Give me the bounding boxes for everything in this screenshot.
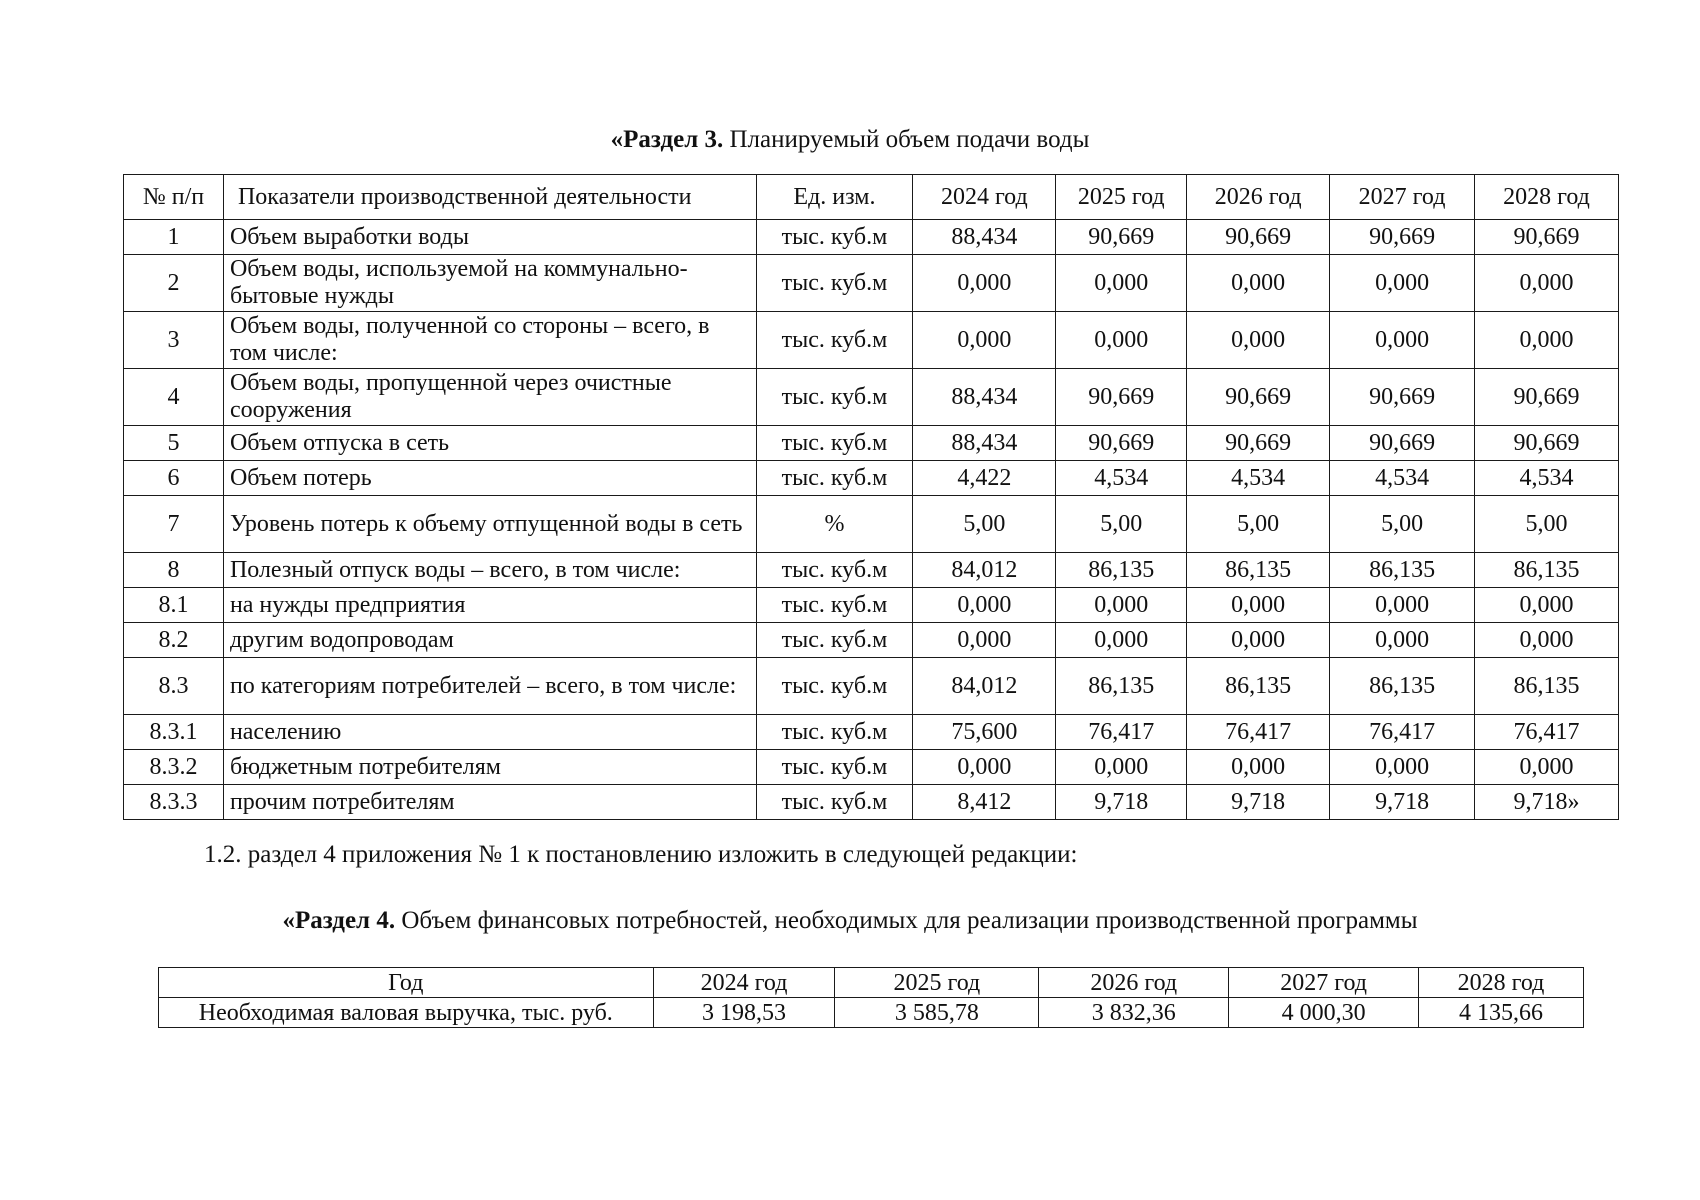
row-number: 8	[124, 553, 224, 588]
row-indicator: населению	[223, 715, 756, 750]
header-year-2028: 2028 год	[1475, 175, 1619, 220]
section-3-title	[0, 125, 1700, 155]
table-row	[124, 553, 1619, 588]
header-unit: Ед. изм.	[756, 175, 913, 220]
row-indicator: Объем отпуска в сеть	[223, 426, 756, 461]
table-row	[124, 588, 1619, 623]
row-value-2024: 5,00	[913, 496, 1056, 553]
table-row	[124, 369, 1619, 426]
row-value-2024: 8,412	[913, 785, 1056, 820]
row-number: 8.3.1	[124, 715, 224, 750]
value-2027: 4 000,30	[1229, 998, 1419, 1028]
table-row	[124, 750, 1619, 785]
table-header-row	[159, 968, 1584, 998]
row-value-2024: 75,600	[913, 715, 1056, 750]
table-row	[124, 785, 1619, 820]
row-value-2025: 90,669	[1056, 369, 1187, 426]
row-value-2024: 4,422	[913, 461, 1056, 496]
row-number: 8.1	[124, 588, 224, 623]
row-unit: тыс. куб.м	[756, 750, 913, 785]
amendment-paragraph: 1.2. раздел 4 приложения № 1 к постановлению изложить в следующей редакции:	[204, 841, 1078, 868]
row-value-2026: 90,669	[1187, 426, 1330, 461]
row-value-2027: 86,135	[1330, 658, 1475, 715]
row-value-2024: 84,012	[913, 553, 1056, 588]
table-row	[124, 220, 1619, 255]
water-supply-table	[123, 174, 1619, 820]
row-indicator: Объем воды, используемой на коммунально-бытовые нужды	[223, 255, 756, 312]
row-value-2025: 86,135	[1056, 658, 1187, 715]
row-number: 7	[124, 496, 224, 553]
row-unit: тыс. куб.м	[756, 426, 913, 461]
row-unit: тыс. куб.м	[756, 623, 913, 658]
row-value-2028: 86,135	[1475, 553, 1619, 588]
row-value-2026: 90,669	[1187, 369, 1330, 426]
row-value-2026: 5,00	[1187, 496, 1330, 553]
row-indicator: Объем воды, пропущенной через очистные сооружения	[223, 369, 756, 426]
row-value-2027: 5,00	[1330, 496, 1475, 553]
row-value-2025: 0,000	[1056, 255, 1187, 312]
row-value-2028: 9,718»	[1475, 785, 1619, 820]
row-unit: %	[756, 496, 913, 553]
table-row	[159, 998, 1584, 1028]
row-unit: тыс. куб.м	[756, 785, 913, 820]
row-value-2025: 0,000	[1056, 312, 1187, 369]
row-value-2026: 0,000	[1187, 623, 1330, 658]
table-row	[124, 426, 1619, 461]
row-value-2025: 0,000	[1056, 588, 1187, 623]
header-year-label: Год	[159, 968, 654, 998]
row-indicator: Уровень потерь к объему отпущенной воды в сеть	[223, 496, 756, 553]
row-value-2026: 0,000	[1187, 750, 1330, 785]
row-indicator: Объем воды, полученной со стороны – всего, в том числе:	[223, 312, 756, 369]
row-value-2024: 0,000	[913, 623, 1056, 658]
row-value-2026: 0,000	[1187, 255, 1330, 312]
row-indicator: по категориям потребителей – всего, в том числе:	[223, 658, 756, 715]
value-2026: 3 832,36	[1039, 998, 1229, 1028]
section-4-title-text: Объем финансовых потребностей, необходимых для реализации производственной программы	[395, 907, 1418, 934]
row-value-2025: 4,534	[1056, 461, 1187, 496]
header-year-2024: 2024 год	[653, 968, 835, 998]
row-value-2024: 88,434	[913, 220, 1056, 255]
table-row	[124, 255, 1619, 312]
row-value-2028: 4,534	[1475, 461, 1619, 496]
table-row	[124, 312, 1619, 369]
row-label: Необходимая валовая выручка, тыс. руб.	[159, 998, 654, 1028]
table-row	[124, 623, 1619, 658]
row-value-2024: 0,000	[913, 750, 1056, 785]
row-value-2027: 90,669	[1330, 369, 1475, 426]
value-2025: 3 585,78	[835, 998, 1039, 1028]
header-year-2025: 2025 год	[835, 968, 1039, 998]
row-value-2024: 84,012	[913, 658, 1056, 715]
row-value-2027: 0,000	[1330, 312, 1475, 369]
row-value-2026: 9,718	[1187, 785, 1330, 820]
row-value-2027: 90,669	[1330, 220, 1475, 255]
header-year-2028: 2028 год	[1419, 968, 1584, 998]
header-year-2024: 2024 год	[913, 175, 1056, 220]
row-indicator: Объем выработки воды	[223, 220, 756, 255]
row-number: 8.2	[124, 623, 224, 658]
row-number: 5	[124, 426, 224, 461]
row-value-2025: 0,000	[1056, 623, 1187, 658]
row-indicator: Полезный отпуск воды – всего, в том числе:	[223, 553, 756, 588]
row-value-2027: 86,135	[1330, 553, 1475, 588]
row-number: 8.3.3	[124, 785, 224, 820]
table-row	[124, 496, 1619, 553]
row-value-2026: 90,669	[1187, 220, 1330, 255]
row-unit: тыс. куб.м	[756, 588, 913, 623]
row-value-2026: 0,000	[1187, 312, 1330, 369]
row-indicator: другим водопроводам	[223, 623, 756, 658]
row-value-2028: 90,669	[1475, 220, 1619, 255]
value-2028: 4 135,66	[1419, 998, 1584, 1028]
row-unit: тыс. куб.м	[756, 658, 913, 715]
row-number: 8.3.2	[124, 750, 224, 785]
row-value-2026: 86,135	[1187, 658, 1330, 715]
header-num: № п/п	[124, 175, 224, 220]
section-3-title-lead: «Раздел 3.	[610, 126, 724, 153]
row-indicator: бюджетным потребителям	[223, 750, 756, 785]
row-indicator: на нужды предприятия	[223, 588, 756, 623]
row-value-2025: 76,417	[1056, 715, 1187, 750]
section-4-title	[0, 906, 1700, 936]
row-unit: тыс. куб.м	[756, 369, 913, 426]
section-4-title-lead: «Раздел 4.	[282, 907, 396, 934]
row-value-2027: 4,534	[1330, 461, 1475, 496]
row-value-2024: 0,000	[913, 312, 1056, 369]
row-value-2026: 0,000	[1187, 588, 1330, 623]
row-number: 4	[124, 369, 224, 426]
row-value-2028: 0,000	[1475, 623, 1619, 658]
row-value-2025: 0,000	[1056, 750, 1187, 785]
row-value-2026: 76,417	[1187, 715, 1330, 750]
row-number: 8.3	[124, 658, 224, 715]
header-year-2025: 2025 год	[1056, 175, 1187, 220]
row-value-2025: 5,00	[1056, 496, 1187, 553]
row-indicator: Объем потерь	[223, 461, 756, 496]
row-number: 6	[124, 461, 224, 496]
table-header-row	[124, 175, 1619, 220]
row-value-2027: 90,669	[1330, 426, 1475, 461]
row-number: 2	[124, 255, 224, 312]
row-value-2028: 0,000	[1475, 588, 1619, 623]
row-value-2028: 5,00	[1475, 496, 1619, 553]
row-value-2025: 86,135	[1056, 553, 1187, 588]
row-value-2025: 90,669	[1056, 426, 1187, 461]
row-value-2027: 76,417	[1330, 715, 1475, 750]
row-unit: тыс. куб.м	[756, 553, 913, 588]
financial-needs-table	[158, 967, 1584, 1028]
row-number: 1	[124, 220, 224, 255]
row-unit: тыс. куб.м	[756, 220, 913, 255]
table-row	[124, 461, 1619, 496]
header-year-2026: 2026 год	[1187, 175, 1330, 220]
row-value-2028: 0,000	[1475, 312, 1619, 369]
row-value-2028: 86,135	[1475, 658, 1619, 715]
header-year-2027: 2027 год	[1229, 968, 1419, 998]
row-number: 3	[124, 312, 224, 369]
row-value-2028: 0,000	[1475, 750, 1619, 785]
row-value-2027: 0,000	[1330, 750, 1475, 785]
header-year-2027: 2027 год	[1330, 175, 1475, 220]
row-value-2028: 90,669	[1475, 426, 1619, 461]
header-indicator: Показатели производственной деятельности	[223, 175, 756, 220]
section-3-title-text: Планируемый объем подачи воды	[723, 126, 1090, 153]
row-value-2028: 0,000	[1475, 255, 1619, 312]
row-value-2024: 88,434	[913, 369, 1056, 426]
row-value-2024: 0,000	[913, 588, 1056, 623]
row-value-2025: 90,669	[1056, 220, 1187, 255]
table-row	[124, 715, 1619, 750]
row-indicator: прочим потребителям	[223, 785, 756, 820]
row-value-2027: 0,000	[1330, 255, 1475, 312]
row-value-2026: 86,135	[1187, 553, 1330, 588]
row-unit: тыс. куб.м	[756, 312, 913, 369]
value-2024: 3 198,53	[653, 998, 835, 1028]
row-unit: тыс. куб.м	[756, 461, 913, 496]
row-value-2024: 0,000	[913, 255, 1056, 312]
row-value-2024: 88,434	[913, 426, 1056, 461]
row-value-2027: 9,718	[1330, 785, 1475, 820]
row-value-2027: 0,000	[1330, 623, 1475, 658]
row-unit: тыс. куб.м	[756, 255, 913, 312]
row-unit: тыс. куб.м	[756, 715, 913, 750]
header-year-2026: 2026 год	[1039, 968, 1229, 998]
row-value-2025: 9,718	[1056, 785, 1187, 820]
row-value-2028: 76,417	[1475, 715, 1619, 750]
row-value-2026: 4,534	[1187, 461, 1330, 496]
table-row	[124, 658, 1619, 715]
row-value-2027: 0,000	[1330, 588, 1475, 623]
row-value-2028: 90,669	[1475, 369, 1619, 426]
